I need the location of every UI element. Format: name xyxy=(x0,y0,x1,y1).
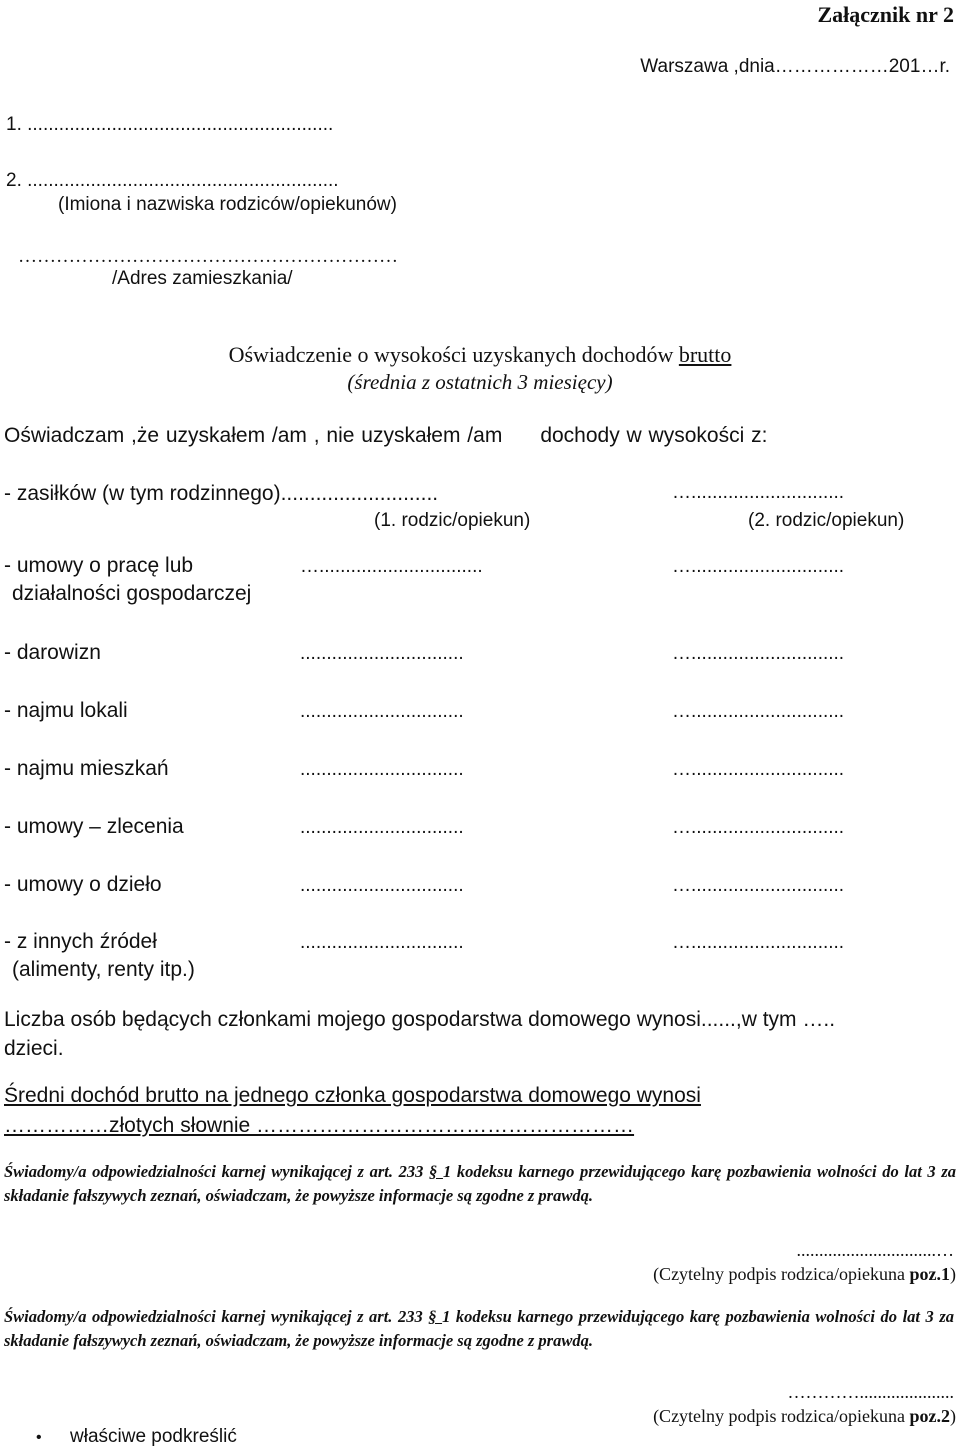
column-heading-parent-1: (1. rodzic/opiekun) xyxy=(374,510,531,531)
section-sign: § xyxy=(429,1162,443,1181)
footnote xyxy=(36,1426,237,1448)
parent-2-name-line: 2. ........................................................... xyxy=(6,170,339,191)
income-source-amount-parent-1: ............................... xyxy=(300,701,464,722)
income-source-label: - z innych źródeł xyxy=(4,930,157,953)
title-brutto-underlined: brutto xyxy=(678,342,732,367)
criminal-liability-notice: Świadomy/a odpowiedzialności karnej wynikającej z art. 233 § 1 kodeksu karnego przewidującego karę pozbawienia wolności do lat 3 za składanie fałszywych zeznań, oświadczam, że powyższe informacje są zgodne z prawdą. xyxy=(4,1307,955,1350)
income-source-amount-parent-1: …............................... xyxy=(300,556,483,577)
criminal-liability-notice: Świadomy/a odpowiedzialności karnej wynikającej z art. 233 § 1 kodeksu karnego przewidującego karę pozbawienia wolności do lat 3 za składanie fałszywych zeznań, oświadczam, że powyższe informacje są zgodne z prawdą. xyxy=(4,1162,957,1205)
income-source-amount-parent-2: …............................. xyxy=(672,875,845,896)
column-heading-parent-2: (2. rodzic/opiekun) xyxy=(748,510,905,531)
income-source-amount-parent-2: …............................. xyxy=(672,932,845,953)
parents-names-caption: (Imiona i nazwiska rodziców/opiekunów) xyxy=(58,194,397,215)
footnote-text: właściwe podkreślić xyxy=(70,1426,237,1447)
income-source-amount-parent-1: ............................... xyxy=(300,817,464,838)
attachment-number: Załącznik nr 2 xyxy=(817,2,954,27)
address-line: …………………………………………………… xyxy=(18,246,398,267)
declaration-statement xyxy=(4,424,767,448)
income-source-amount-parent-2: …............................. xyxy=(672,701,845,722)
document-subtitle: (średnia z ostatnich 3 miesięcy) xyxy=(347,370,613,394)
household-members-count: Liczba osób będących członkami mojego gospodarstwa domowego wynosi......,w tym ….. xyxy=(4,1008,836,1031)
income-source-label: - umowy o dzieło xyxy=(4,873,162,896)
signature-line-parent-1: ...............................… xyxy=(796,1240,954,1260)
parent-1-name-line: 1. .......................................................... xyxy=(6,114,334,135)
income-source-sublabel: działalności gospodarczej xyxy=(12,582,252,605)
signature-caption-parent-2: (Czytelny podpis rodzica/opiekuna poz.2) xyxy=(653,1406,956,1426)
average-income-line: Średni dochód brutto na jednego członka gospodarstwa domowego wynosi xyxy=(4,1084,701,1107)
income-source-amount-parent-2: …............................. xyxy=(672,643,845,664)
signature-line-parent-2: …………..................... xyxy=(787,1382,954,1402)
income-source-label: - umowy – zlecenia xyxy=(4,815,184,838)
income-source-amount-parent-1: ............................... xyxy=(300,875,464,896)
income-source-label: - najmu mieszkań xyxy=(4,757,169,780)
signature-caption-parent-1: (Czytelny podpis rodzica/opiekuna poz.1) xyxy=(653,1264,956,1284)
income-source-amount-parent-1: ............................... xyxy=(300,643,464,664)
place-date-field: Warszawa ,dnia………………201…r. xyxy=(640,56,950,77)
income-source-label: - umowy o pracę lub xyxy=(4,554,194,577)
section-sign: § xyxy=(428,1307,443,1326)
income-source-amount-parent-1: ............................... xyxy=(300,932,464,953)
income-source-amount-parent-2: …............................. xyxy=(672,817,845,838)
address-caption: /Adres zamieszkania/ xyxy=(112,268,293,289)
declaration-part-1: Oświadczam ,że uzyskałem /am , nie uzyskałem /am xyxy=(4,424,503,447)
income-source-sublabel: (alimenty, renty itp.) xyxy=(12,958,195,981)
income-source-label: - darowizn xyxy=(4,641,101,664)
average-income-in-words: ……………złotych słownie ……………………………………………… xyxy=(4,1114,635,1137)
income-source-amount-parent-2: …............................. xyxy=(672,759,845,780)
income-source-label: - najmu lokali xyxy=(4,699,128,722)
income-source-label: - zasiłków (w tym rodzinnego)........................... xyxy=(4,482,439,505)
income-source-amount-parent-2: …............................. xyxy=(672,482,845,503)
document-title xyxy=(0,342,960,368)
title-text: Oświadczenie o wysokości uzyskanych dochodów xyxy=(228,342,679,367)
declaration-part-2: dochody w wysokości z: xyxy=(540,424,768,447)
bullet-icon: • xyxy=(36,1429,42,1446)
income-source-amount-parent-2: …............................. xyxy=(672,556,845,577)
household-children-label: dzieci. xyxy=(4,1037,64,1060)
income-source-amount-parent-1: ............................... xyxy=(300,759,464,780)
